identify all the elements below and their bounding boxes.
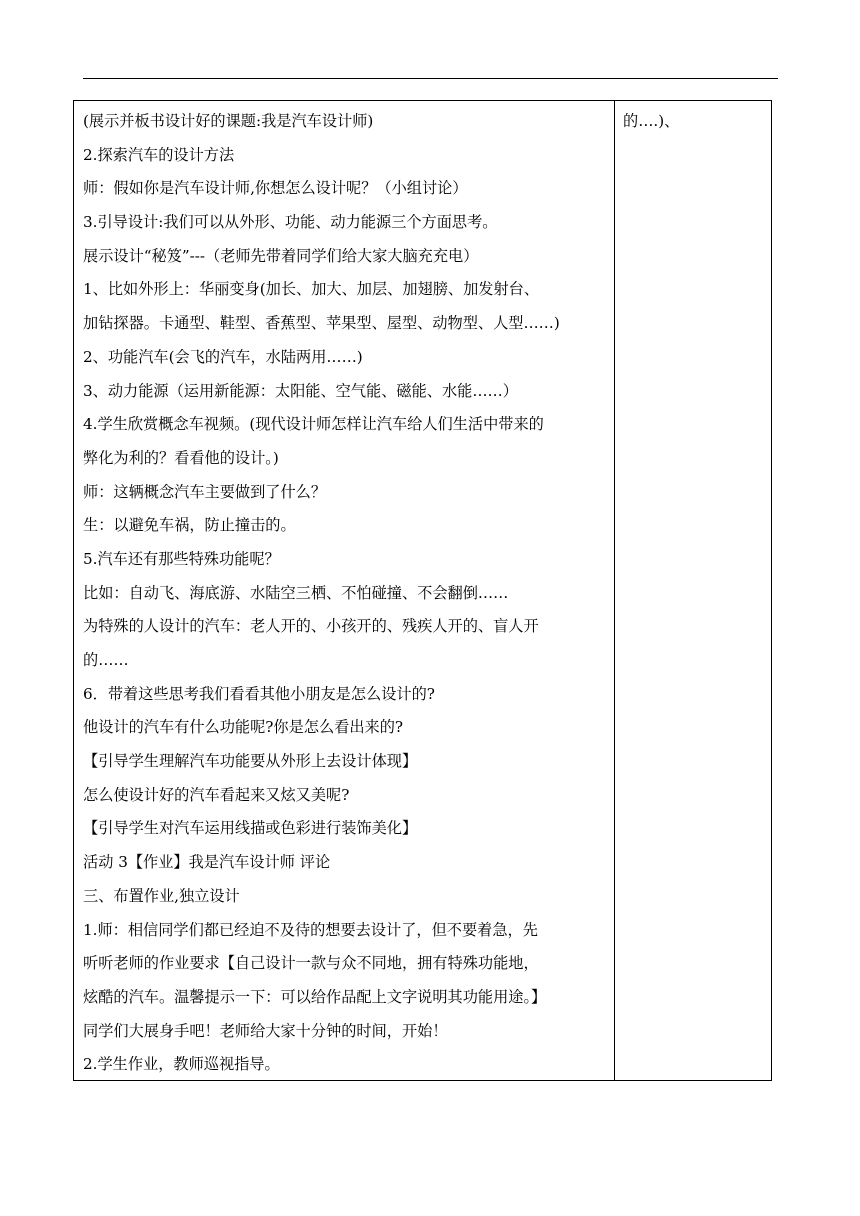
text-line: 的…… (83, 651, 129, 669)
text-line: 他设计的汽车有什么功能呢?你是怎么看出来的? (83, 718, 404, 737)
header-rule (83, 78, 778, 79)
main-content-cell (83, 105, 608, 1082)
text-line: 怎么使设计好的汽车看起来又炫又美呢? (83, 785, 350, 804)
text-line: 2.探索汽车的设计方法 (83, 145, 235, 164)
text-line: 6．带着这些思考我们看看其他小朋友是怎么设计的? (83, 684, 435, 703)
text-line: 【引导学生对汽车运用线描或色彩进行装饰美化】 (83, 819, 418, 838)
text-line: 活动 3【作业】我是汽车设计师 评论 (83, 853, 331, 872)
text-line: 1.师：相信同学们都已经迫不及待的想要去设计了，但不要着急，先 (83, 920, 538, 939)
text-line: 三、布置作业,独立设计 (83, 886, 240, 905)
side-notes-cell (623, 105, 763, 139)
text-line: 师：假如你是汽车设计师,你想怎么设计呢？（小组讨论） (83, 179, 468, 198)
text-line: 2.学生作业，教师巡视指导。 (83, 1055, 280, 1074)
text-line: 展示设计“秘笈”---（老师先带着同学们给大家大脑充充电） (83, 246, 479, 265)
text-line: 加钻探器。卡通型、鞋型、香蕉型、苹果型、屋型、动物型、人型……) (83, 314, 560, 333)
text-line: 同学们大展身手吧！老师给大家十分钟的时间，开始！ (83, 1021, 448, 1040)
text-line: (展示并板书设计好的课题:我是汽车设计师) (83, 112, 374, 130)
text-line: 3、动力能源（运用新能源：太阳能、空气能、磁能、水能……） (83, 381, 518, 400)
column-divider (614, 101, 615, 1080)
text-line: 2、功能汽车(会飞的汽车，水陆两用……) (83, 347, 363, 366)
side-text-line: 的….)、 (623, 112, 680, 130)
text-line: 1、比如外形上：华丽变身(加长、加大、加层、加翅膀、加发射台、 (83, 280, 540, 299)
text-line: 【引导学生理解汽车功能要从外形上去设计体现】 (83, 752, 418, 771)
text-line: 为特殊的人设计的汽车：老人开的、小孩开的、残疾人开的、盲人开 (83, 617, 539, 636)
text-line: 3.引导设计:我们可以从外形、功能、动力能源三个方面思考。 (83, 213, 498, 232)
text-line: 比如：自动飞、海底游、水陆空三栖、不怕碰撞、不会翻倒…… (83, 583, 509, 602)
text-line: 师：这辆概念汽车主要做到了什么？ (83, 482, 326, 501)
lesson-plan-table (73, 100, 772, 1081)
text-line: 生：以避免车祸，防止撞击的。 (83, 516, 296, 535)
text-line: 听听老师的作业要求【自己设计一款与众不同地，拥有特殊功能地， (83, 954, 539, 973)
text-line: 4.学生欣赏概念车视频。(现代设计师怎样让汽车给人们生活中带来的 (83, 415, 544, 434)
text-line: 弊化为利的？看看他的设计。) (83, 448, 279, 467)
text-line: 5.汽车还有那些特殊功能呢？ (83, 549, 280, 568)
text-line: 炫酷的汽车。温馨提示一下：可以给作品配上文字说明其功能用途。】 (83, 987, 547, 1006)
